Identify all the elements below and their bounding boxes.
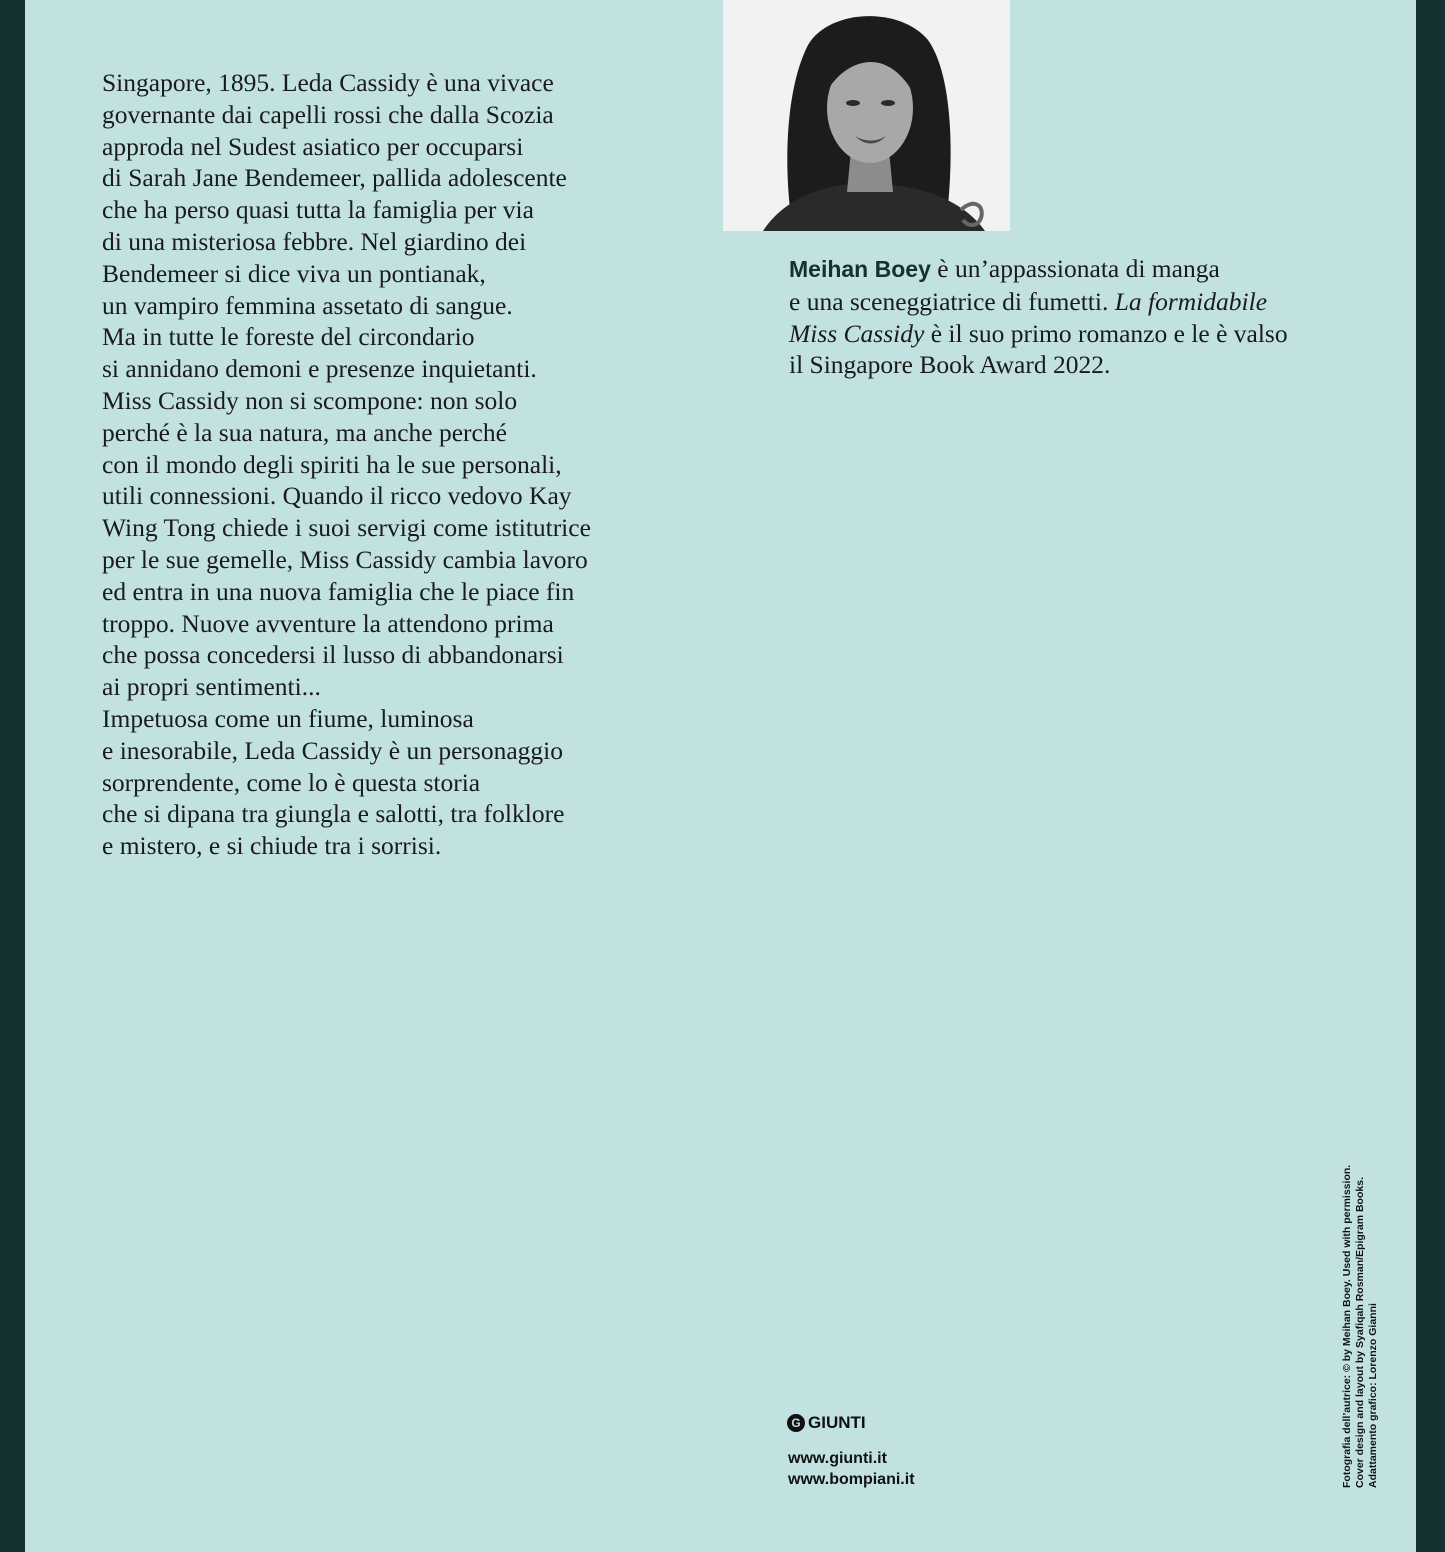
author-photo [723, 0, 1010, 231]
bio-text: e una sceneggiatrice di fumetti. [789, 286, 1115, 316]
publisher-urls [788, 1448, 915, 1490]
blurb-line: un vampiro femmina assetato di sangue. [102, 290, 513, 320]
credit-line: Cover design and layout by Syafiqah Rosman/Epigram Books. [1354, 1177, 1366, 1488]
blurb-line: governante dai capelli rossi che dalla Scozia [102, 99, 554, 129]
blurb-line: per le sue gemelle, Miss Cassidy cambia lavoro [102, 544, 588, 574]
giunti-logo-icon: G [787, 1414, 805, 1432]
blurb-line: Ma in tutte le foreste del circondario [102, 322, 475, 352]
url-link[interactable]: www.bompiani.it [788, 1471, 915, 1488]
author-bio [789, 253, 1288, 381]
publisher-logo [787, 1413, 866, 1433]
blurb-line: che ha perso quasi tutta la famiglia per via [102, 195, 534, 225]
blurb-line: e mistero, e si chiude tra i sorrisi. [102, 831, 442, 861]
bio-line [789, 253, 1288, 286]
publisher-name: GIUNTI [808, 1413, 866, 1432]
blurb-line: Bendemeer si dice viva un pontianak, [102, 258, 486, 288]
credit-line: Adattamento grafico: Lorenzo Gianni [1367, 1303, 1379, 1488]
blurb-line: ed entra in una nuova famiglia che le piace fin [102, 576, 575, 606]
url-link[interactable]: www.giunti.it [788, 1450, 887, 1467]
blurb-line: e inesorabile, Leda Cassidy è un personaggio [102, 735, 563, 765]
blurb-line: troppo. Nuove avventure la attendono prima [102, 608, 554, 638]
blurb-line: perché è la sua natura, ma anche perché [102, 417, 507, 447]
blurb-line: Impetuosa come un fiume, luminosa [102, 703, 474, 733]
blurb-line: di Sarah Jane Bendemeer, pallida adolescente [102, 163, 567, 193]
blurb-line: che si dipana tra giungla e salotti, tra folklore [102, 799, 565, 829]
credit-line: Fotografia dell’autrice: © by Meihan Boey. Used with permission. [1341, 1164, 1353, 1488]
blurb-line: si annidano demoni e presenze inquietanti. [102, 354, 537, 384]
bio-line: il Singapore Book Award 2022. [789, 350, 1111, 380]
blurb-line: di una misteriosa febbre. Nel giardino dei [102, 226, 527, 256]
book-title: Miss Cassidy [789, 318, 925, 348]
blurb-line: sorprendente, come lo è questa storia [102, 767, 481, 797]
image-credits [1341, 1165, 1380, 1488]
bio-line [789, 318, 1288, 350]
bio-text: è il suo primo romanzo e le è valso [924, 318, 1288, 348]
author-portrait-image [723, 0, 1010, 231]
bio-line [789, 286, 1288, 318]
blurb-line: approda nel Sudest asiatico per occuparsi [102, 131, 524, 161]
blurb-line: Wing Tong chiede i suoi servigi come istitutrice [102, 513, 591, 543]
back-cover [25, 0, 1416, 1552]
book-blurb [102, 67, 591, 862]
bio-text: è un’appassionata di manga [930, 254, 1220, 283]
blurb-line: utili connessioni. Quando il ricco vedovo Kay [102, 481, 572, 511]
author-name: Meihan Boey [789, 256, 931, 282]
blurb-line: con il mondo degli spiriti ha le sue personali, [102, 449, 562, 479]
blurb-line: Singapore, 1895. Leda Cassidy è una vivace [102, 68, 554, 97]
blurb-line: ai propri sentimenti... [102, 672, 321, 702]
blurb-line: Miss Cassidy non si scompone: non solo [102, 385, 518, 415]
blurb-line: che possa concedersi il lusso di abbandonarsi [102, 640, 564, 670]
book-title: La formidabile [1114, 286, 1268, 316]
